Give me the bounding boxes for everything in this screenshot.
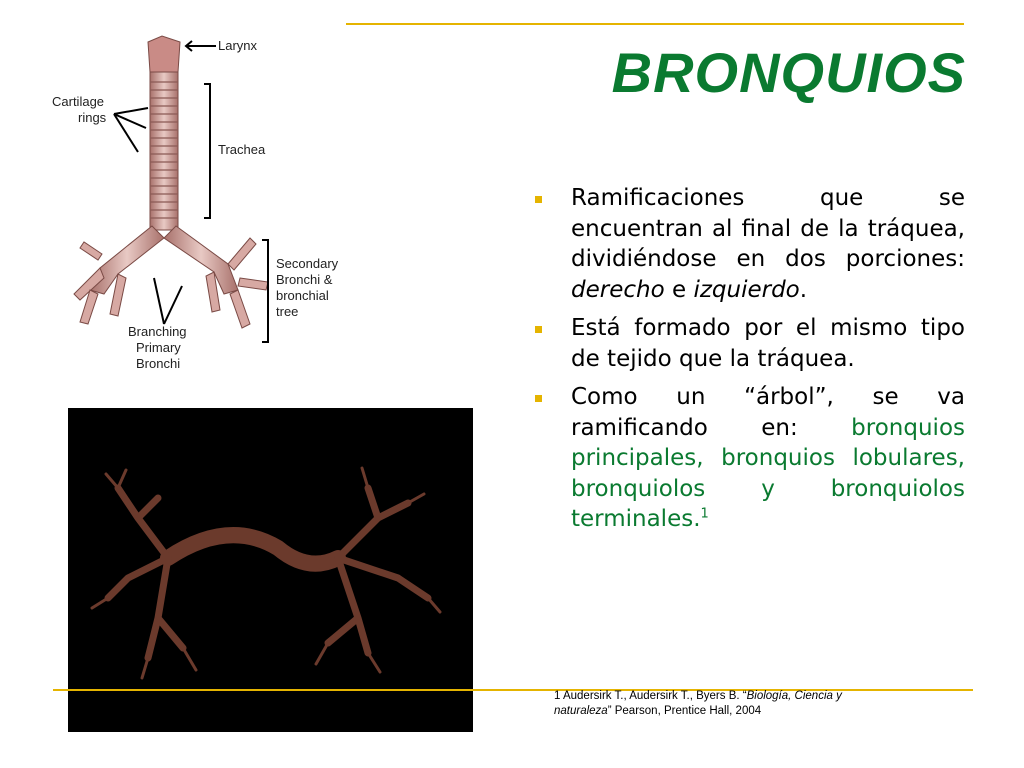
diagram-arrows [114, 41, 268, 342]
bullet-1-end: . [799, 276, 808, 303]
label-secondary-3: bronchial [276, 288, 329, 303]
top-rule [346, 23, 964, 25]
slide-title: BRONQUIOS [611, 41, 966, 104]
bullet-3-green-text: bronquios principales, bronquios lobulares, bronquiolos y bronquiolos terminales. [571, 414, 965, 532]
left-primary-bronchus [90, 226, 164, 294]
label-primary-2: Primary [136, 340, 181, 355]
label-secondary-4: tree [276, 304, 299, 319]
trachea-tube [150, 72, 178, 230]
label-cartilage-2: rings [78, 110, 107, 125]
bronchial-tree-image [68, 408, 473, 732]
bullet-1-mid: e [664, 276, 694, 303]
label-primary-1: Branching [128, 324, 187, 339]
trachea-diagram [40, 28, 380, 384]
footnote [554, 689, 894, 719]
bullet-3-footnote-ref: 1 [700, 506, 709, 522]
label-primary-3: Bronchi [136, 356, 181, 371]
larynx-shape [148, 36, 180, 72]
bullet-square-icon [535, 196, 542, 203]
footnote-suffix: ” Pearson, Prentice Hall, 2004 [607, 705, 762, 717]
bullet-item-1 [535, 183, 965, 305]
bullet-square-icon [535, 326, 542, 333]
bullet-item-2 [535, 313, 965, 374]
bullet-square-icon [535, 395, 542, 402]
footnote-book-title: Biología, Ciencia y naturaleza [554, 690, 842, 717]
footnote-prefix: 1 Audersirk T., Audersirk T., Byers B. “ [554, 690, 747, 702]
right-primary-bronchus [164, 226, 238, 294]
label-secondary-2: Bronchi & [276, 272, 333, 287]
bullet-3-text: Como un “árbol”, se va ramificando en: [571, 384, 965, 441]
label-larynx: Larynx [218, 38, 258, 53]
bullet-item-3 [535, 382, 965, 535]
label-secondary-1: Secondary [276, 256, 339, 271]
bullet-1-em-derecho: derecho [571, 276, 665, 303]
bronchial-tree-photo [68, 408, 473, 732]
bullet-list [535, 183, 965, 543]
bullet-2-text: Está formado por el mismo tipo de tejido que la tráquea. [571, 315, 965, 372]
label-cartilage-1: Cartilage [52, 94, 105, 109]
bullet-1-text: Ramificaciones que se encuentran al final de la tráquea, dividiéndose en dos porciones: [571, 185, 965, 272]
label-trachea: Trachea [218, 142, 266, 157]
bullet-1-em-izquierdo: izquierdo [693, 276, 800, 303]
